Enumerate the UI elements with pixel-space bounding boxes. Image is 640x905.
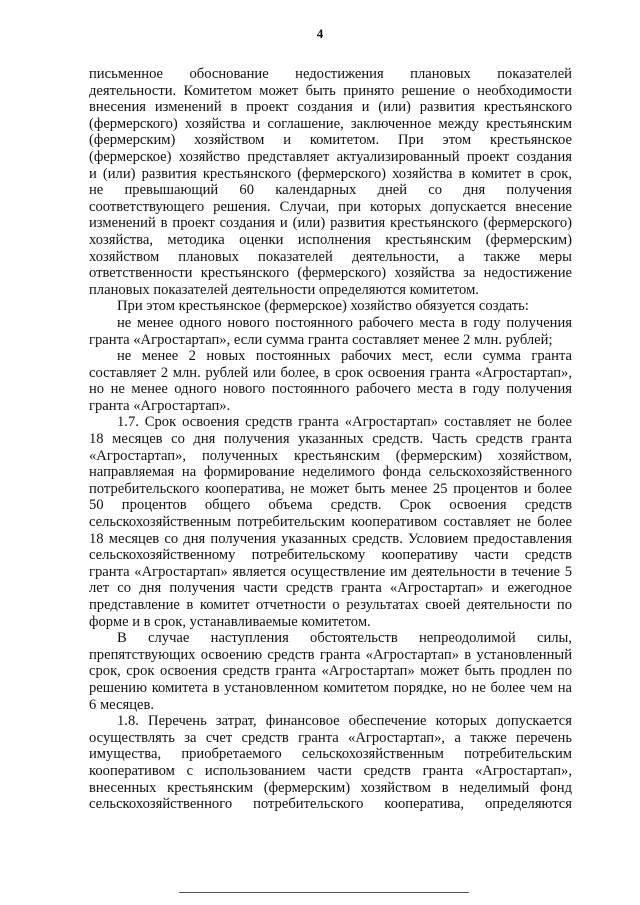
text-line: сельскохозяйственного потребительского кооператива, определяются <box>89 796 572 813</box>
text-line: (фермерским) хозяйством и комитетом. При этом крестьянское <box>89 132 572 149</box>
text-line: изменений в проект создания и (или) развития крестьянского (фермерского) <box>89 215 572 232</box>
text-line: «Агростартап», полученных крестьянским (фермерским) хозяйством, <box>89 447 572 464</box>
text-line: (фермерского) хозяйства и соглашение, заключенное между крестьянским <box>89 115 572 132</box>
text-line: срок, срок освоения средств гранта «Агростартап» может быть продлен по <box>89 663 572 680</box>
text-line: письменное обоснование недостижения плановых показателей <box>89 66 572 82</box>
text-line: гранта «Агростартап». <box>89 397 231 414</box>
text-line: внесенных крестьянским (фермерским) хозяйством в неделимый фонд <box>89 779 572 796</box>
text-line: деятельности. Комитетом может быть принято решение о необходимости <box>89 82 572 99</box>
paragraph <box>89 713 572 813</box>
text-line: 50 процентов общего объема средств. Срок освоения средств <box>89 497 572 514</box>
text-line: внесения изменений в проект создания и (или) развития крестьянского <box>89 99 572 116</box>
text-line: 6 месяцев. <box>89 696 155 713</box>
text-line: сельскохозяйственному потребительскому кооперативу части средств <box>89 547 572 564</box>
footer-divider <box>179 892 469 893</box>
paragraph <box>89 315 572 348</box>
text-line: 1.7. Срок освоения средств гранта «Агростартап» составляет не более <box>117 414 572 431</box>
text-line: ответственности крестьянского (фермерского) хозяйства за недостижение <box>89 265 572 282</box>
text-line: При этом крестьянское (фермерское) хозяйство обязуется создать: <box>117 298 529 315</box>
paragraph <box>89 66 572 298</box>
text-line: хозяйством плановых показателей деятельности, а также меры <box>89 248 572 265</box>
paragraph <box>89 414 572 630</box>
text-line: и (или) развития крестьянского (фермерского) хозяйства в комитет в срок, <box>89 165 572 182</box>
text-line: лет со дня получения части средств гранта «Агростартап» и ежегодное <box>89 580 572 597</box>
text-line: плановых показателей деятельности определяются комитетом. <box>89 281 479 298</box>
text-line: соответствующего решения. Случаи, при которых допускается внесение <box>89 198 572 215</box>
text-line: представление в комитет отчетности о результатах своей деятельности по <box>89 597 572 613</box>
document-body <box>89 66 572 813</box>
text-line: гранта «Агростартап» является осуществление им деятельности в течение 5 <box>89 563 572 580</box>
text-line: гранта «Агростартап», если сумма гранта составляет менее 2 млн. рублей; <box>89 331 553 348</box>
text-line: не менее 2 новых постоянных рабочих мест, если сумма гранта <box>117 348 572 365</box>
text-line: препятствующих освоению средств гранта «Агростартап» в установленный <box>89 646 572 663</box>
text-line: форме и в срок, устанавливаемые комитетом. <box>89 613 371 630</box>
text-line: В случае наступления обстоятельств непреодолимой силы, <box>117 630 572 647</box>
text-line: потребительского кооператива, не может быть менее 25 процентов и более <box>89 480 572 497</box>
page-number: 4 <box>316 26 324 41</box>
text-line: имущества, приобретаемого сельскохозяйственным потребительским <box>89 746 572 763</box>
text-line: не менее одного нового постоянного рабочего места в году получения <box>117 314 572 331</box>
paragraph <box>89 298 572 315</box>
text-line: осуществлять за счет средств гранта «Агростартап», а также перечень <box>89 729 572 746</box>
text-line: (фермерское) хозяйство представляет актуализированный проект создания <box>89 148 572 165</box>
paragraph <box>89 630 572 713</box>
paragraph <box>89 348 572 414</box>
text-line: кооперативом с использованием части средств гранта «Агростартап», <box>89 762 572 779</box>
text-line: но не менее одного нового постоянного рабочего места в году получения <box>89 381 572 398</box>
text-line: сельскохозяйственным потребительским кооперативом составляет не более <box>89 514 572 531</box>
text-line: составляет 2 млн. рублей или более, в срок освоения гранта «Агростартап», <box>89 364 572 381</box>
text-line: 1.8. Перечень затрат, финансовое обеспечение которых допускается <box>117 713 572 730</box>
text-line: 18 месяцев со дня получения указанных средств. Условием предоставления <box>89 530 572 547</box>
text-line: 18 месяцев со дня получения указанных средств. Часть средств гранта <box>89 431 572 448</box>
text-line: направляемая на формирование неделимого фонда сельскохозяйственного <box>89 464 572 481</box>
text-line: не превышающий 60 календарных дней со дня получения <box>89 182 572 199</box>
text-line: хозяйства, методика оценки исполнения крестьянским (фермерским) <box>89 231 572 248</box>
text-line: решению комитета в установленном комитетом порядке, но не более чем на <box>89 679 572 696</box>
